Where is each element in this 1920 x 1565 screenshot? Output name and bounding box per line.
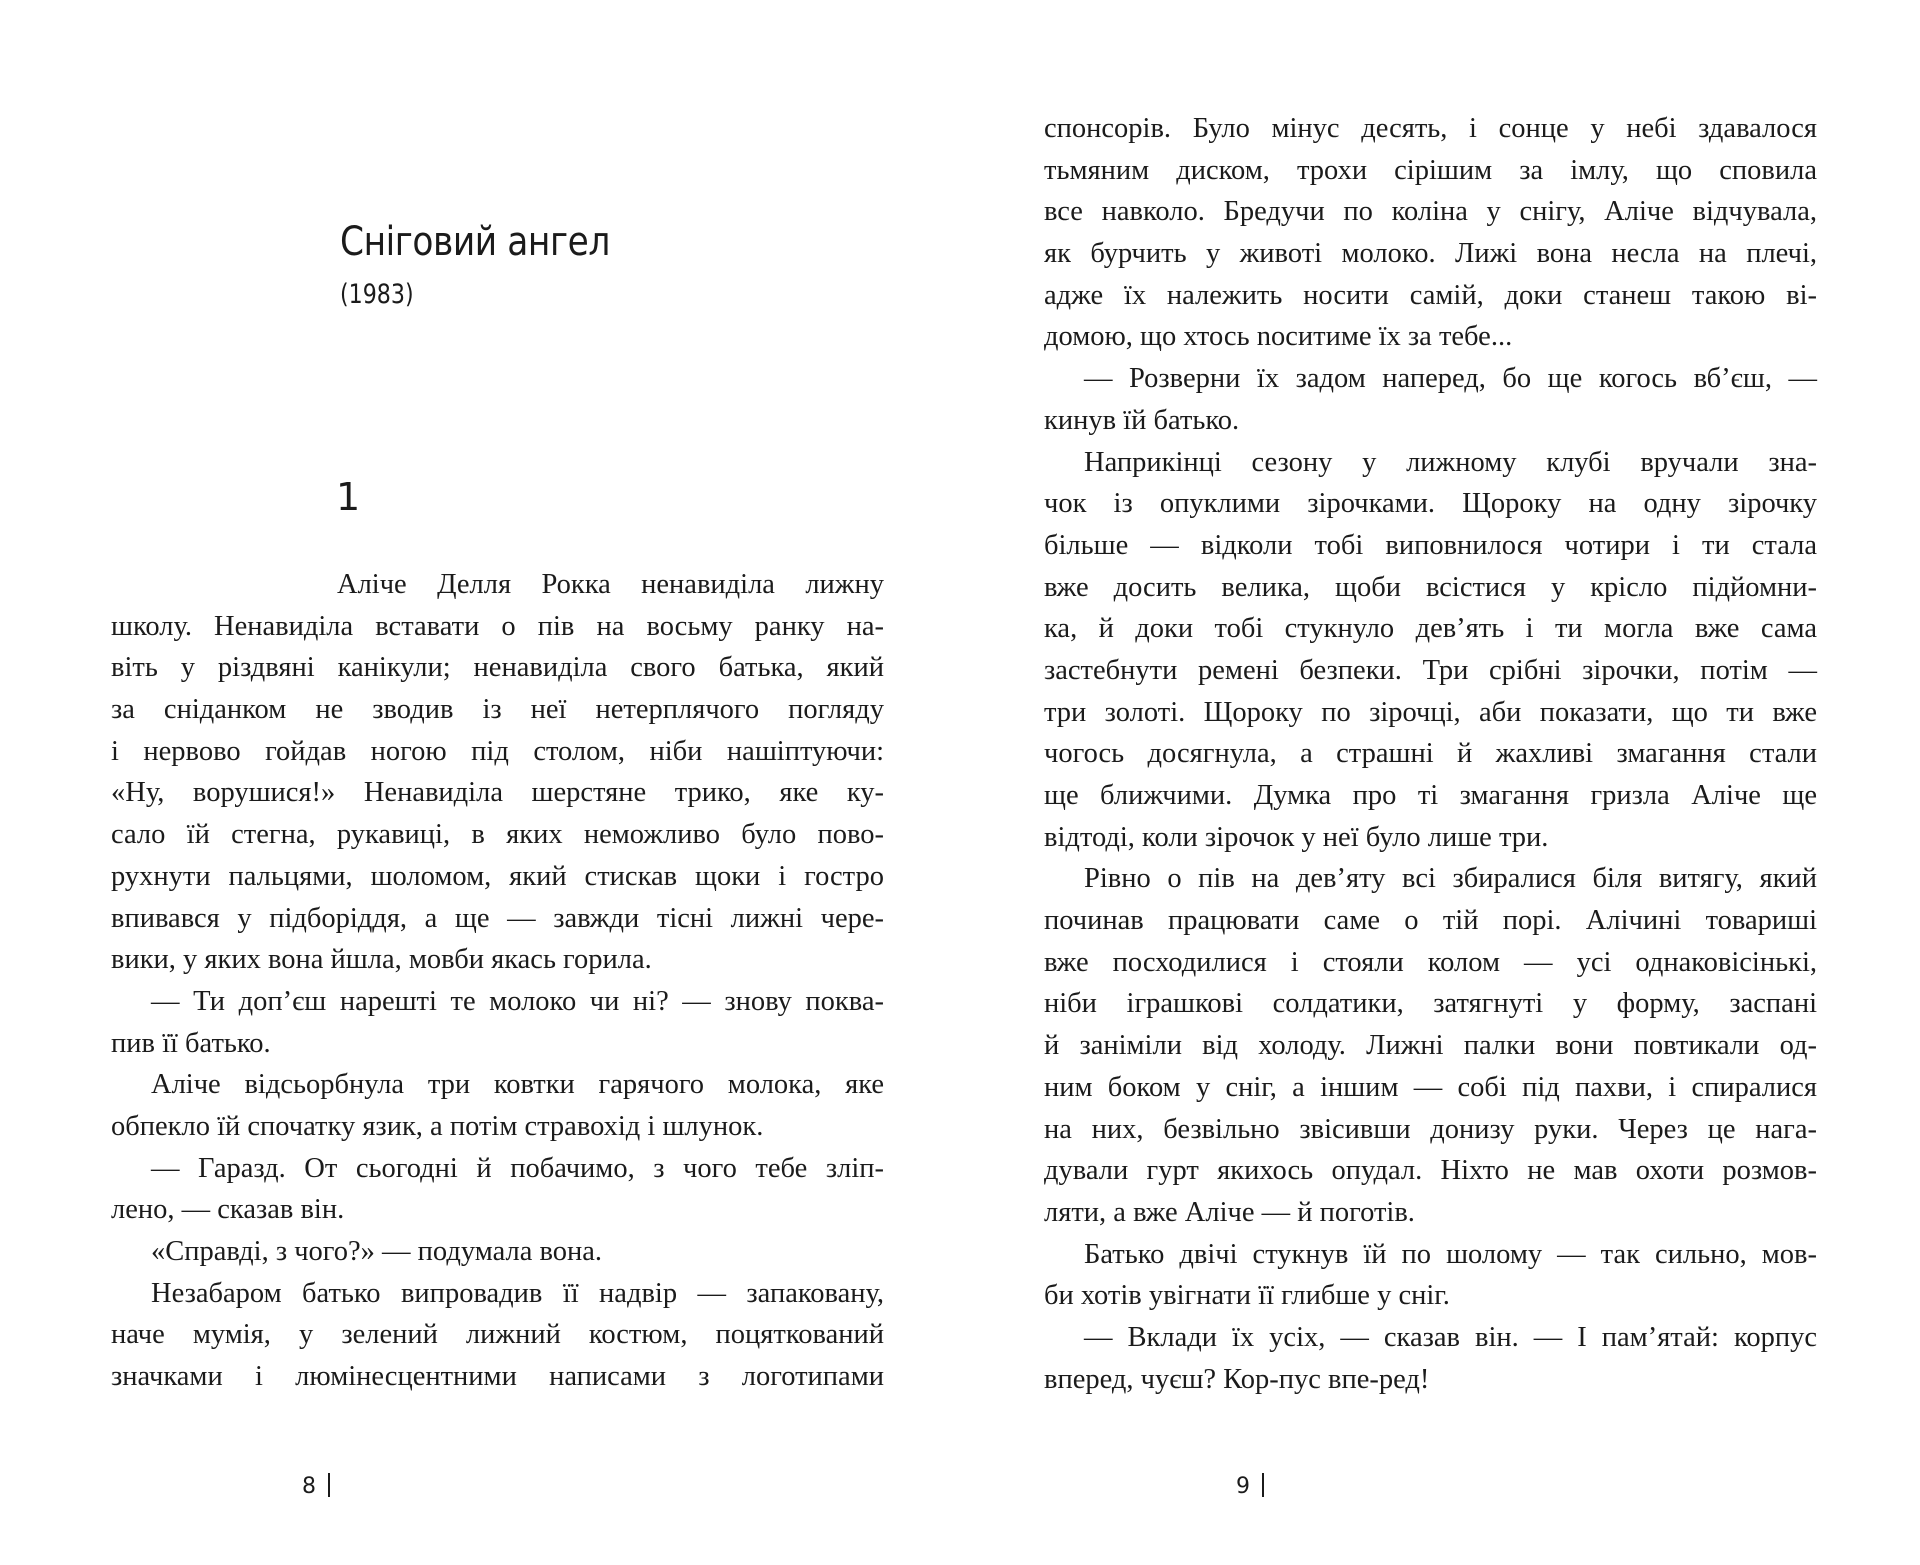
text-line: би хотів увігнати її глибше у сніг. <box>1044 1280 1450 1312</box>
text-line: лено, — сказав він. <box>111 1194 345 1226</box>
text-line: і нервово гойдав ногою під столом, ніби нашіптуючи: <box>111 735 884 767</box>
text-line: три золоті. Щороку по зірочці, аби показати, що ти вже <box>1044 696 1817 728</box>
text-line: пив її батько. <box>111 1027 271 1059</box>
text-line: значками і люмінесцентними написами з логотипами <box>111 1361 884 1393</box>
text-line: рухнути пальцями, шоломом, який стискав щоки і гостро <box>111 860 884 892</box>
right-page-body <box>1044 108 1817 1400</box>
page-number-separator <box>328 1473 330 1497</box>
text-line: вже посходилися і стояли колом — усі однаковісінькі, <box>1044 946 1817 978</box>
text-line: на них, безвільно звісивши донизу руки. Через це нага- <box>1044 1113 1817 1145</box>
text-line: ним боком у сніг, а іншим — собі під пахви, і спиралися <box>1044 1071 1817 1103</box>
text-line: чогось досягнула, а страшні й жахливі змагання стали <box>1044 738 1817 770</box>
text-line: домою, що хтось noситиме їх за тебе... <box>1044 321 1513 353</box>
chapter-year: (1983) <box>340 279 414 310</box>
text-line: «Справді, з чого?» — подумала вона. <box>151 1236 603 1267</box>
text-line: дували гурт якихось опудал. Ніхто не мав охоти розмов- <box>1044 1155 1817 1187</box>
text-line: — Вклади їх усіх, — сказав він. — І пам’ятай: корпус <box>1084 1321 1817 1353</box>
text-line: як бурчить у животі молоко. Лижі вона несла на плечі, <box>1044 238 1817 270</box>
text-line: Батько двічі стукнув їй по шолому — так сильно, мов- <box>1084 1238 1817 1270</box>
text-line: все навколо. Бредучи по коліна у снігу, Аліче відчувала, <box>1044 196 1817 228</box>
text-line: — Гаразд. От сьогодні й побачимо, з чого тебе зліп- <box>151 1152 884 1184</box>
text-line: за сніданком не зводив із неї нетерплячого погляду <box>111 694 884 726</box>
text-line: кинув їй батько. <box>1044 404 1240 436</box>
text-line: впивався у підборіддя, а ще — завжди тісні лижні чере- <box>111 902 884 934</box>
text-line: Аліче Делля Рокка ненавиділа лижну <box>337 569 884 600</box>
page-number-value: 9 <box>1236 1474 1250 1499</box>
page-number-left <box>302 1472 330 1502</box>
text-line: відтоді, коли зірочок у неї було лише три. <box>1044 821 1549 853</box>
text-line: Наприкінці сезону у лижному клубі вручали зна- <box>1084 446 1817 478</box>
text-line: більше — відколи тобі виповнилося чотири і ти стала <box>1044 529 1817 561</box>
page-number-separator <box>1262 1473 1264 1497</box>
text-line: школу. Ненавиділа вставати о пів на восьму ранку на- <box>111 610 884 642</box>
text-line: ніби іграшкові солдатики, затягнуті у форму, заспані <box>1044 988 1817 1020</box>
text-line: — Ти доп’єш нарешті те молоко чи ні? — знову поква- <box>151 985 884 1017</box>
text-line: ляти, а вже Аліче — й поготів. <box>1044 1196 1415 1228</box>
text-line: ка, й доки тобі стукнуло дев’ять і ти могла вже сама <box>1044 613 1817 645</box>
text-line: Рівно о пів на дев’яту всі збиралися біля витягу, який <box>1084 863 1817 895</box>
text-line: обпекло їй спочатку язик, а потім стравохід і шлунок. <box>111 1110 764 1142</box>
left-page-body <box>111 564 884 1398</box>
text-line: Аліче відсьорбнула три ковтки гарячого молока, яке <box>151 1069 884 1101</box>
text-line: наче мумія, у зелений лижний костюм, поцяткований <box>111 1319 884 1351</box>
text-line: «Ну, ворушися!» Ненавиділа шерстяне трико, яке ку- <box>111 777 884 809</box>
text-line: тьмяним диском, трохи сірішим за імлу, що сповила <box>1044 154 1817 186</box>
chapter-title: Сніговий ангел <box>340 219 610 265</box>
text-line: й заніміли від холоду. Лижні палки вони повтикали од- <box>1044 1030 1817 1062</box>
text-line: застебнути ремені безпеки. Три срібні зірочки, потім — <box>1044 654 1817 686</box>
right-page <box>960 0 1920 1565</box>
text-line: вперед, чуєш? Кор-пус впе-ред! <box>1044 1363 1430 1395</box>
text-line: — Розверни їх задом наперед, бо ще когось вб’єш, — <box>1084 363 1817 395</box>
text-line: сало їй стегна, рукавиці, в яких неможливо було пово- <box>111 819 884 851</box>
page-number-right <box>1236 1472 1264 1502</box>
text-line: спонсорів. Було мінус десять, і сонце у небі здавалося <box>1044 113 1817 144</box>
text-line: вики, у яких вона йшла, мовби якась горила. <box>111 944 652 976</box>
text-line: віть у різдвяні канікули; ненавиділа свого батька, який <box>111 652 884 684</box>
text-line: чок із опуклими зірочками. Щороку на одну зірочку <box>1044 488 1817 520</box>
text-line: адже їх належить носити самій, доки станеш такою ві- <box>1044 279 1817 311</box>
text-line: ще ближчими. Думка про ті змагання гризла Аліче ще <box>1044 780 1817 811</box>
page-number-value: 8 <box>302 1474 316 1499</box>
section-number: 1 <box>336 475 361 519</box>
text-line: Незабаром батько випровадив її надвір — запаковану, <box>151 1277 884 1309</box>
text-line: починав працювати саме о тій порі. Алічині товариші <box>1044 905 1817 937</box>
text-line: вже досить велика, щоби всістися у крісло підйомни- <box>1044 571 1817 603</box>
